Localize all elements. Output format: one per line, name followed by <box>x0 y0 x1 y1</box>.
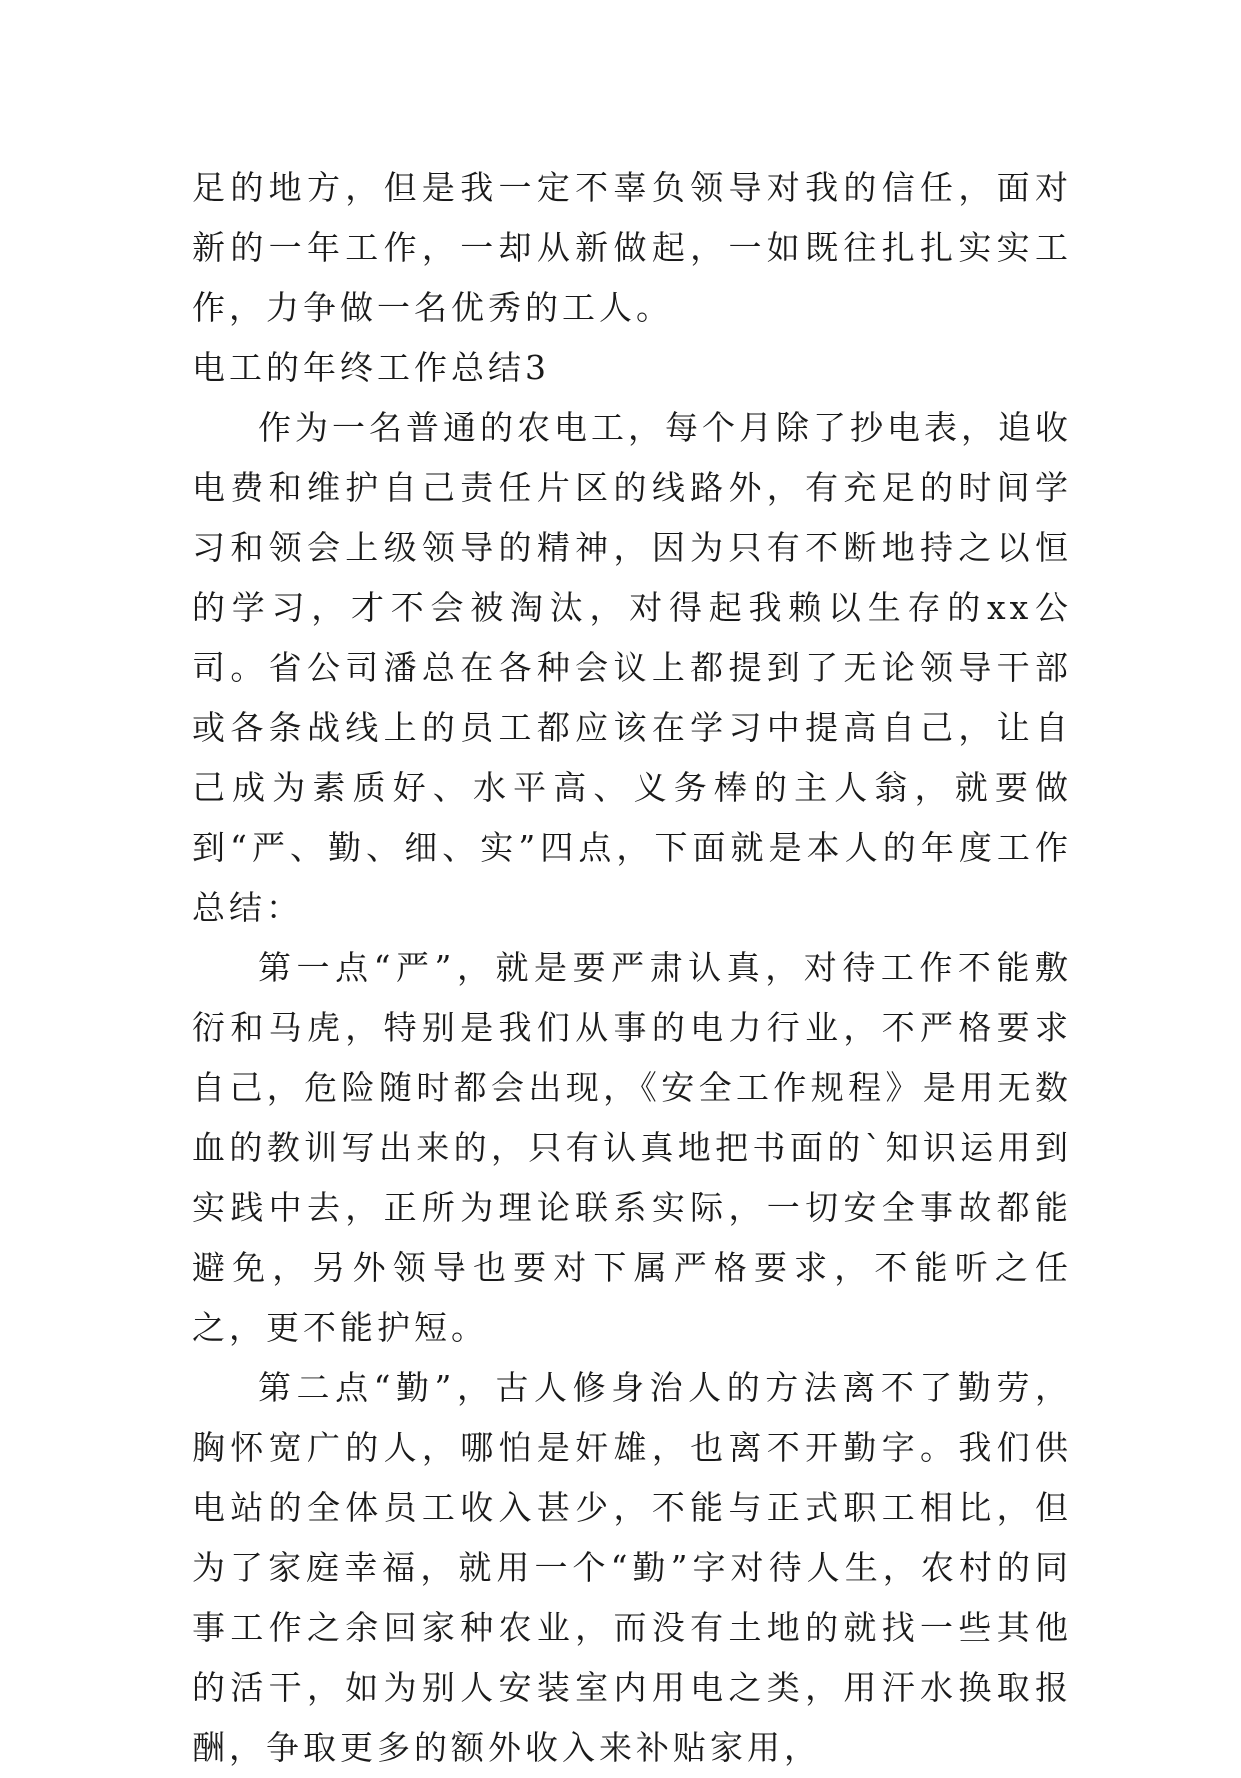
paragraph-point-one: 第一点“严”，就是要严肃认真，对待工作不能敷衍和马虎，特别是我们从事的电力行业，不严格要求自己，危险随时都会出现，《安全工作规程》是用无数血的教训写出来的，只有认真地把书面的`知识运用到实践中去，正所为理论联系实际，一切安全事故都能避免，另外领导也要对下属严格要求，不能听之任之，更不能护短。 <box>192 948 1072 1347</box>
paragraph-point-two: 第二点“勤”，古人修身治人的方法离不了勤劳，胸怀宽广的人，哪怕是奸雄，也离不开勤字。我们供电站的全体员工收入甚少，不能与正式职工相比，但为了家庭幸福，就用一个“勤”字对待人生，农村的同事工作之余回家种农业，而没有土地的就找一些其他的活干，如为别人安装室内用电之类，用汗水换取报酬，争取更多的额外收入来补贴家用， <box>192 1368 1072 1767</box>
paragraph-continuation: 足的地方，但是我一定不辜负领导对我的信任，面对新的一年工作，一却从新做起，一如既往扎扎实实工作，力争做一名优秀的工人。 <box>192 168 1072 327</box>
section-heading: 电工的年终工作总结3 <box>192 348 550 387</box>
paragraph-intro: 作为一名普通的农电工，每个月除了抄电表，追收电费和维护自己责任片区的线路外，有充足的时间学习和领会上级领导的精神，因为只有不断地持之以恒的学习，才不会被淘汰，对得起我赖以生存的xx公司。省公司潘总在各种会议上都提到了无论领导干部或各条战线上的员工都应该在学习中提高自己，让自己成为素质好、水平高、义务棒的主人翁，就要做到“严、勤、细、实”四点，下面就是本人的年度工作总结： <box>192 408 1072 927</box>
document-body <box>192 158 1072 1778</box>
